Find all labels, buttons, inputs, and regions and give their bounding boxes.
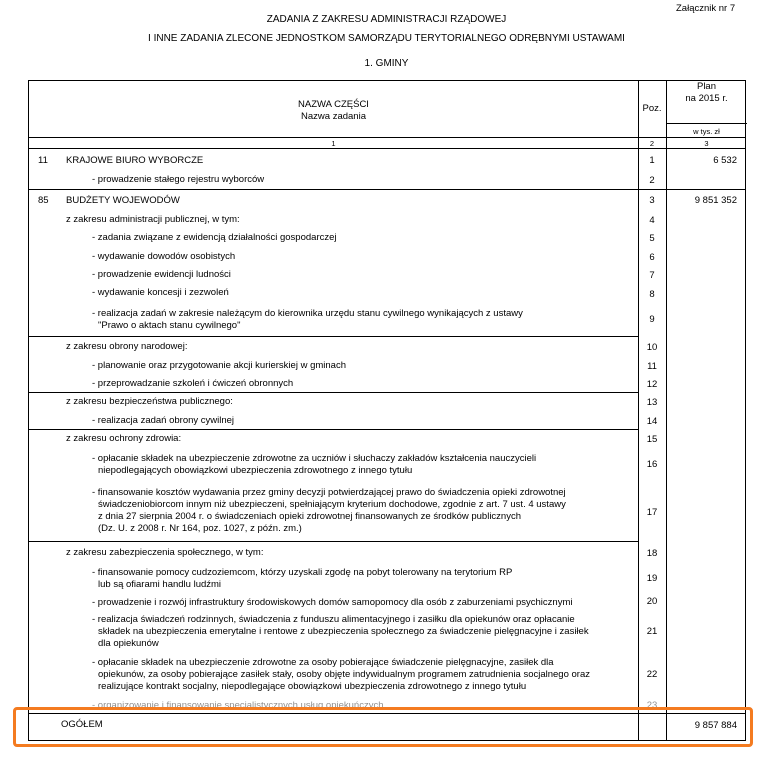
row-text: - prowadzenie ewidencji ludności	[92, 269, 231, 280]
row-text: - realizacja świadczeń rodzinnych, świadczenia z funduszu alimentacyjnego i zasiłku dla opiekunów oraz opłacanie	[92, 614, 575, 625]
row-poz: 1	[649, 155, 655, 166]
row-text: - opłacanie składek na ubezpieczenie zdrowotne za osoby pobierające świadczenie pielęgnacyjne, zasiłek dla	[92, 657, 554, 668]
header-divider	[29, 148, 745, 149]
row-text: - finansowanie pomocy cudzoziemcom, którzy uzyskali zgodę na pobyt tolerowany na terytorium RP	[92, 567, 513, 578]
header-plan-2: na 2015 r.	[685, 93, 728, 104]
row-text: z zakresu zabezpieczenia społecznego, w tym:	[66, 547, 264, 558]
total-label: OGÓŁEM	[61, 719, 103, 730]
header-name-bottom: Nazwa zadania	[301, 111, 366, 122]
subsection-divider	[29, 392, 638, 393]
row-text-cont: "Prawo o aktach stanu cywilnego"	[98, 320, 241, 331]
row-code: 85	[38, 195, 49, 206]
row-text: - wydawanie dowodów osobistych	[92, 251, 236, 262]
row-text-cont: świadczeniobiorcom innym niż ubezpieczeni, spełniającym kryterium dochodowe, zgodnie z art. 7 ust. 4 ustawy	[98, 499, 566, 510]
row-text: - przeprowadzanie szkoleń i ćwiczeń obronnych	[92, 378, 294, 389]
row-text: - realizacja zadań obrony cywilnej	[92, 415, 235, 426]
row-poz: 13	[646, 397, 658, 408]
row-poz: 3	[649, 195, 655, 206]
row-text-cont: niepodlegających obowiązkowi ubezpieczenia zdrowotnego z innego tytułu	[98, 465, 413, 476]
row-poz: 20	[646, 596, 658, 607]
row-poz: 7	[649, 270, 655, 281]
section-title: 1. GMINY	[364, 58, 409, 69]
row-text: - prowadzenie i rozwój infrastruktury środowiskowych domów samopomocy dla osób z zaburzeniami psychicznymi	[92, 597, 573, 608]
row-poz: 12	[646, 379, 658, 390]
row-text: - organizowanie i finansowanie specjalistycznych usług opiekuńczych	[92, 700, 384, 711]
row-poz: 18	[646, 548, 658, 559]
total-highlight-box	[13, 707, 753, 747]
row-text-cont: z dnia 27 sierpnia 2004 r. o świadczeniach opieki zdrowotnej finansowanych ze środków publicznych	[98, 511, 521, 522]
row-text: - opłacanie składek na ubezpieczenie zdrowotne za uczniów i słuchaczy zakładów kształcenia nauczycieli	[92, 453, 537, 464]
row-text-cont: opiekunów, za osoby pobierające zasiłek stały, osoby objęte indywidualnym programem zatrudnienia socjalnego oraz	[98, 669, 590, 680]
header-divider	[666, 123, 747, 124]
total-plan: 9 857 884	[694, 720, 737, 731]
header-plan-1: Plan	[696, 81, 716, 92]
column-number-1: 1	[331, 139, 336, 148]
row-text: BUDŻETY WOJEWODÓW	[66, 195, 180, 206]
row-poz: 11	[647, 361, 657, 372]
row-text: - planowanie oraz przygotowanie akcji kurierskiej w gminach	[92, 360, 346, 371]
title-line-1: ZADANIA Z ZAKRESU ADMINISTRACJI RZĄDOWEJ	[266, 14, 507, 25]
header-poz: Poz.	[642, 103, 662, 114]
row-poz: 22	[646, 669, 658, 680]
row-poz: 14	[646, 416, 658, 427]
row-text: z zakresu obrony narodowej:	[66, 341, 188, 352]
row-plan: 6 532	[713, 155, 737, 166]
row-code: 11	[38, 155, 48, 166]
row-poz: 10	[646, 342, 658, 353]
row-text: - zadania związane z ewidencją działalności gospodarczej	[92, 232, 337, 243]
row-poz: 21	[646, 626, 658, 637]
row-poz: 17	[646, 507, 658, 518]
row-poz: 23	[646, 700, 658, 711]
row-poz: 9	[649, 314, 655, 325]
row-text: z zakresu bezpieczeństwa publicznego:	[66, 396, 233, 407]
budget-table	[28, 80, 746, 741]
row-text-cont: dla opiekunów	[98, 638, 159, 649]
row-text: - realizacja zadań w zakresie należącym do kierownika urzędu stanu cywilnego wynikających z ustawy	[92, 308, 523, 319]
column-number-3: 3	[704, 139, 709, 148]
header-unit: w tys. zł	[693, 127, 720, 136]
row-plan: 9 851 352	[694, 195, 737, 206]
row-text-cont: lub są ofiarami handlu ludźmi	[98, 579, 222, 590]
subsection-divider	[29, 541, 638, 542]
subsection-divider	[29, 336, 638, 337]
attachment-label: Załącznik nr 7	[676, 3, 736, 14]
row-text: - finansowanie kosztów wydawania przez gminy decyzji potwierdzającej prawo do świadczenia opieki zdrowotnej	[92, 487, 566, 498]
row-poz: 8	[649, 289, 655, 300]
row-poz: 4	[649, 215, 655, 226]
row-text-cont: składek na ubezpieczenia emerytalne i rentowe z ubezpieczenia społecznego za świadczenie pielęgnacyjne i zasiłek	[98, 626, 589, 637]
row-text-cont: realizujące kontrakt socjalny, niepodlegające obowiązkowi ubezpieczenia zdrowotnego z innego tytułu	[98, 681, 527, 692]
row-text-cont: (Dz. U. z 2008 r. Nr 164, poz. 1027, z późn. zm.)	[98, 523, 302, 534]
header-name-top: NAZWA CZĘŚCI	[298, 99, 369, 110]
row-poz: 15	[646, 434, 658, 445]
row-text: z zakresu administracji publicznej, w tym:	[66, 214, 240, 225]
column-divider	[666, 81, 667, 740]
row-text: - wydawanie koncesji i zezwoleń	[92, 287, 229, 298]
row-text: KRAJOWE BIURO WYBORCZE	[66, 155, 204, 166]
section-divider	[29, 189, 745, 190]
row-poz: 2	[649, 175, 655, 186]
row-poz: 19	[646, 573, 658, 584]
row-poz: 5	[649, 233, 655, 244]
subsection-divider	[29, 429, 638, 430]
title-line-2: I INNE ZADANIA ZLECONE JEDNOSTKOM SAMORZĄDU TERYTORIALNEGO ODRĘBNYMI USTAWAMI	[148, 33, 625, 44]
row-poz: 16	[646, 459, 658, 470]
row-poz: 6	[649, 252, 655, 263]
column-number-2: 2	[649, 139, 655, 148]
row-text: - prowadzenie stałego rejestru wyborców	[92, 174, 265, 185]
row-text: z zakresu ochrony zdrowia:	[66, 433, 182, 444]
